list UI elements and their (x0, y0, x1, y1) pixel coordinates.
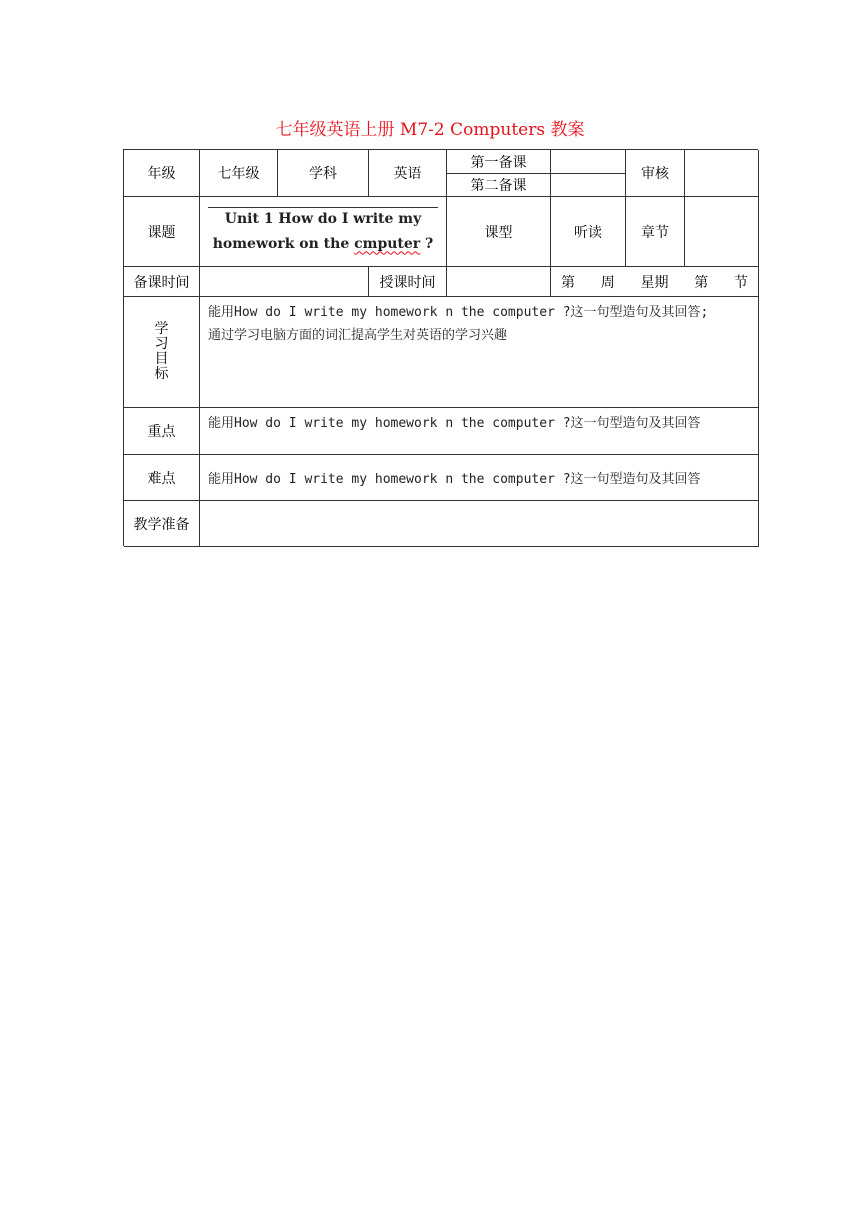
topic-value (200, 197, 447, 267)
lesson-type-label: 课型 (447, 197, 551, 267)
teach-time-value (447, 267, 551, 297)
objectives-label-char: 目 (154, 351, 169, 367)
document-title: 七年级英语上册 M7-2 Computers 教案 (275, 120, 585, 140)
grade-label: 年级 (124, 150, 200, 197)
objectives-text (200, 297, 759, 408)
objectives-label-char: 习 (154, 336, 169, 352)
preparation-label: 教学准备 (124, 501, 200, 547)
objectives-label-char: 学 (154, 321, 169, 337)
grade-value: 七年级 (200, 150, 278, 197)
first-prep-label: 第一备课 (447, 150, 551, 174)
week-prefix: 第 (561, 274, 575, 291)
chapter-label: 章节 (626, 197, 685, 267)
review-value (685, 150, 759, 197)
period-prefix: 第 (694, 274, 709, 291)
objectives-label-char: 标 (154, 366, 169, 382)
objectives-label (124, 297, 200, 408)
chapter-value (685, 197, 759, 267)
weekday-label: 星期 (640, 274, 669, 291)
key-points-text: 能用How do I write my homework n the computer ?这一句型造句及其回答 (200, 408, 759, 455)
topic-misspelled-word: cmputer (354, 235, 421, 252)
class-schedule (551, 267, 759, 297)
teach-time-label: 授课时间 (369, 267, 447, 297)
topic-line-1: Unit 1 How do I write my (224, 210, 422, 227)
review-label: 审核 (626, 150, 685, 197)
topic-label: 课题 (124, 197, 200, 267)
topic-line-2-end: ? (420, 235, 434, 252)
week-suffix: 周 (600, 274, 615, 291)
prep-time-label: 备课时间 (124, 267, 200, 297)
key-points-label: 重点 (124, 408, 200, 455)
lesson-plan-table (123, 149, 758, 546)
second-prep-value (551, 174, 626, 197)
period-suffix: 节 (734, 274, 748, 291)
topic-rule (208, 207, 438, 208)
first-prep-value (551, 150, 626, 174)
topic-line-2-start: homework on the (212, 235, 355, 252)
difficulties-text: 能用How do I write my homework n the computer ?这一句型造句及其回答 (200, 455, 759, 501)
difficulties-label: 难点 (124, 455, 200, 501)
prep-time-value (200, 267, 369, 297)
preparation-text (200, 501, 759, 547)
second-prep-label: 第二备课 (447, 174, 551, 197)
topic-line-2 (213, 232, 434, 257)
lesson-type-value: 听读 (551, 197, 626, 267)
objectives-line-2: 通过学习电脑方面的词汇提高学生对英语的学习兴趣 (208, 328, 508, 343)
subject-label: 学科 (278, 150, 369, 197)
subject-value: 英语 (369, 150, 447, 197)
objectives-line-1: 能用How do I write my homework n the computer ?这一句型造句及其回答; (208, 305, 709, 320)
